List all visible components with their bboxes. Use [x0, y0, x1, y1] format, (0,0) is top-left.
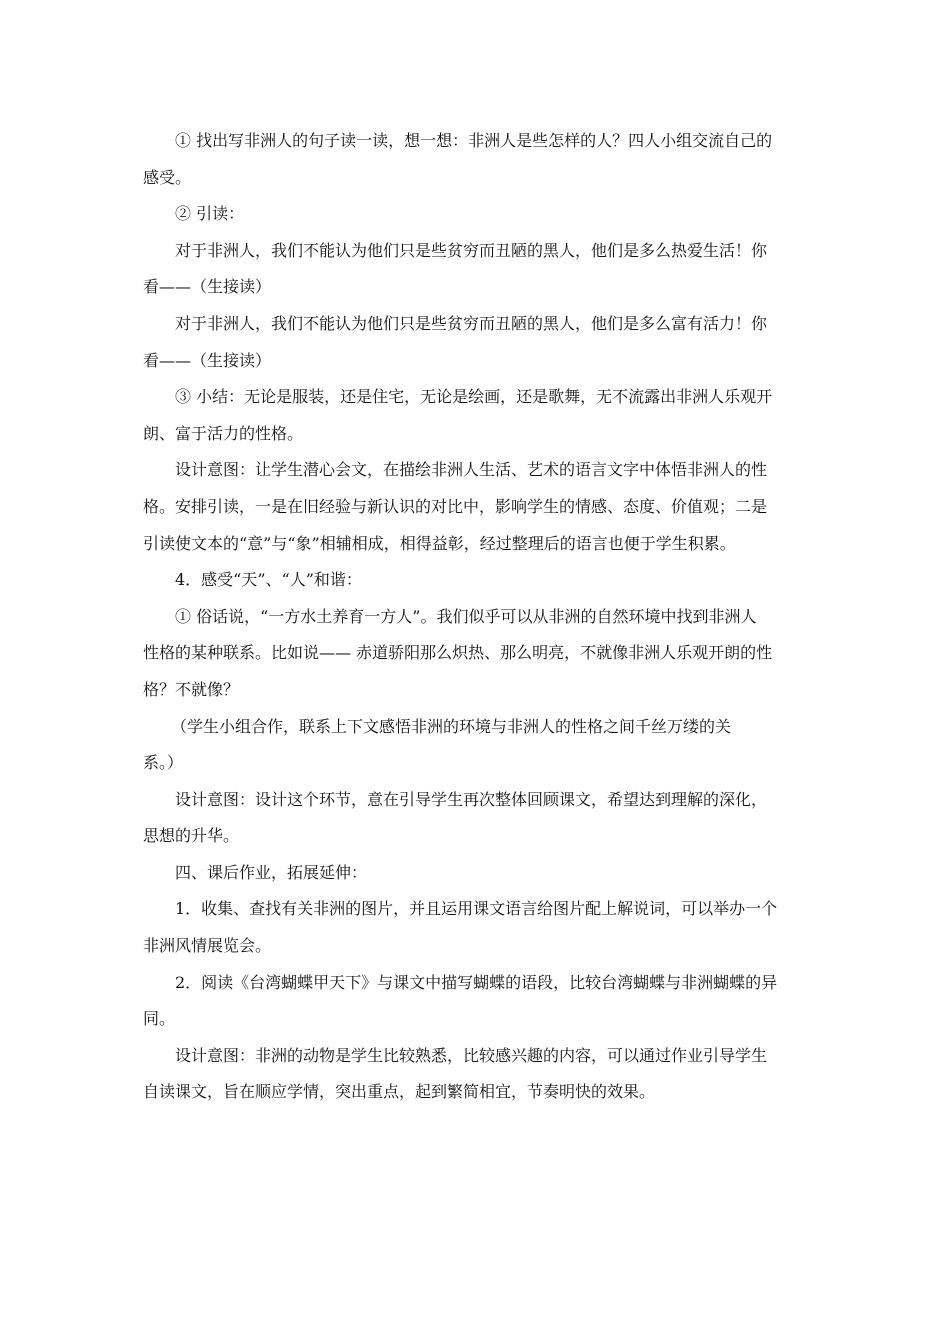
paragraph-line: 设计意图：设计这个环节，意在引导学生再次整体回顾课文，希望达到理解的深化，: [175, 789, 768, 809]
paragraph-line: 思想的升华。: [143, 826, 240, 846]
paragraph-line: 系。）: [143, 753, 184, 773]
paragraph-line: 同。: [143, 1009, 176, 1029]
paragraph-line: 看——（生接读）: [143, 350, 272, 370]
paragraph-line: （学生小组合作，联系上下文感悟非洲的环境与非洲人的性格之间千丝万缕的关: [171, 716, 732, 736]
paragraph-line: ① 找出写非洲人的句子读一读，想一想：非洲人是些怎样的人？四人小组交流自己的: [175, 131, 773, 150]
paragraph-line: 非洲风情展览会。: [143, 936, 272, 956]
paragraph-line: 朗、富于活力的性格。: [143, 423, 304, 443]
paragraph-line: 性格的某种联系。比如说—— 赤道骄阳那么炽热、那么明亮，不就像非洲人乐观开朗的性: [143, 643, 773, 663]
paragraph-line: 自读课文，旨在顺应学情，突出重点，起到繁简相宜，节奏明快的效果。: [143, 1082, 656, 1102]
paragraph-line: 对于非洲人，我们不能认为他们只是些贫穷而丑陋的黑人，他们是多么热爱生活！你: [175, 240, 768, 260]
paragraph-line: 格？不就像？: [143, 679, 240, 699]
section-heading: 4．感受“天”、“人”和谐：: [175, 570, 362, 590]
paragraph-line: 2．阅读《台湾蝴蝶甲天下》与课文中描写蝴蝶的语段，比较台湾蝴蝶与非洲蝴蝶的异: [175, 972, 778, 992]
section-heading: 四、课后作业，拓展延伸：: [175, 862, 368, 882]
paragraph-line: ① 俗话说，“一方水土养育一方人”。我们似乎可以从非洲的自然环境中找到非洲人: [175, 606, 757, 626]
paragraph-line: 看——（生接读）: [143, 277, 272, 297]
paragraph-line: 设计意图：非洲的动物是学生比较熟悉，比较感兴趣的内容，可以通过作业引导学生: [175, 1045, 768, 1065]
paragraph-line: 1．收集、查找有关非洲的图片，并且运用课文语言给图片配上解说词，可以举办一个: [175, 899, 778, 919]
paragraph-line: 格。安排引读，一是在旧经验与新认识的对比中，影响学生的情感、态度、价值观；二是: [143, 496, 768, 516]
document-body: [143, 123, 811, 1111]
paragraph-line: ③ 小结：无论是服装，还是住宅，无论是绘画，还是歌舞，无不流露出非洲人乐观开: [175, 387, 773, 407]
paragraph-line: 引读使文本的“意”与“象”相辅相成，相得益彰，经过整理后的语言也便于学生积累。: [143, 533, 736, 553]
paragraph-line: ② 引读：: [175, 204, 245, 224]
paragraph-line: 感受。: [143, 167, 192, 187]
paragraph-line: 设计意图：让学生潜心会文，在描绘非洲人生活、艺术的语言文字中体悟非洲人的性: [175, 460, 768, 480]
paragraph-line: 对于非洲人，我们不能认为他们只是些贫穷而丑陋的黑人，他们是多么富有活力！你: [175, 313, 768, 333]
